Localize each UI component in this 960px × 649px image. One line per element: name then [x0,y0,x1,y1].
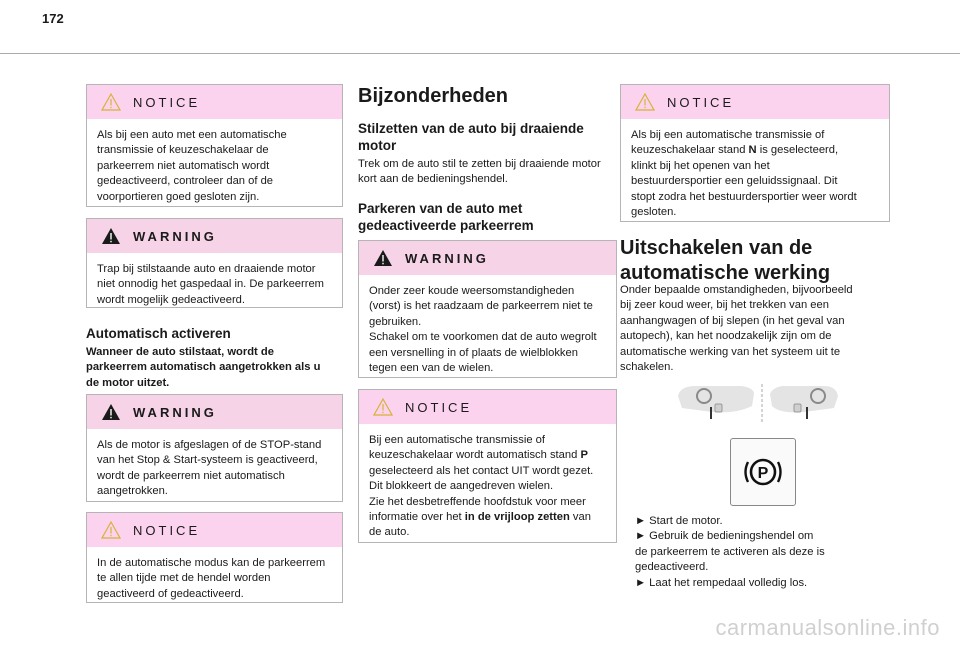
step-item: ► Gebruik de bedieningshendel om de parkeerrem te activeren als deze is gedeactiveerd. [635,530,825,574]
notice-text: In de automatische modus kan de parkeerrem te allen tijde met de hendel worden geactiveerd of gedeactiveerd. [97,557,326,600]
warning-triangle-icon [373,249,393,267]
notice-title: NOTICE [133,94,201,110]
notice-box-1 [86,84,343,207]
notice-triangle-icon [635,93,655,111]
notice-text-bold: in de vrijloop zetten [464,511,570,524]
uitschakelen-text: Onder bepaalde omstandigheden, bijvoorbeeld bij zeer koud weer, bij het trekken van een aanhangwagen of bij slepen (in het geval van autopech), kan het noodzakelijk zijn om de automatische werking van het systeem uit te schakelen. [620,284,853,374]
step-item: ► Start de motor. [635,515,723,527]
section-title-uitschakelen: Uitschakelen van de automatische werking [620,237,831,284]
notice-text: Als bij een auto met een automatische transmissie of keuzeschakelaar de parkeerrem niet automatisch wordt gedeactiveerd, controleer dan of de voorportieren goed gesloten zijn. [97,129,287,203]
warning-box-3 [358,240,617,378]
notice-text-bold-n: N [748,144,757,157]
notice-header [359,390,616,424]
warning-box-1 [86,218,343,308]
notice-header [87,513,342,547]
svg-text:P: P [757,465,769,482]
notice-text-bold-p: P [580,449,588,462]
notice-triangle-icon [101,521,121,539]
warning-text: Als de motor is afgeslagen of de STOP-stand van het Stop & Start-systeem is geactiveerd, wordt de parkeerrem niet automatisch aangetrokken. [97,439,322,498]
step-item: ► Laat het rempedaal volledig los. [635,576,808,589]
notice-title: NOTICE [133,522,201,538]
warning-header [87,395,342,429]
notice-text-part: is geselecteerd, klinkt bij het openen van het bestuurdersportier een geluidssignaal. Dit stopt zodra het bestuurdersportier weer wordt gesloten. [631,144,857,219]
notice-header [87,85,342,119]
warning-header [87,219,342,253]
notice-header [621,85,889,119]
notice-box-3 [358,389,617,543]
steering-wheel-illustration [676,380,840,424]
notice-text-part: geselecteerd als het contact UIT wordt gezet. Dit blokkeert de aangedreven wielen. Zie het desbetreffende hoofdstuk voor meer informatie over het [369,464,594,524]
warning-triangle-icon [101,403,121,421]
warning-triangle-icon [101,227,121,245]
warning-title: WARNING [405,250,489,266]
warning-title: WARNING [133,404,217,420]
subsection-parkeren: Parkeren van de auto met gedeactiveerde parkeerrem [358,201,534,233]
notice-text-part: van de auto. [369,511,591,539]
warning-box-2 [86,394,343,502]
section-intro: Wanneer de auto stilstaat, wordt de parkeerrem automatisch aangetrokken als u de motor uitzet. [86,346,321,389]
notice-triangle-icon [373,398,393,416]
header-rule [0,53,960,54]
warning-text: Onder zeer koude weersomstandigheden (vorst) is het raadzaam de parkeerrem niet te gebruiken. Schakel om te voorkomen dat de auto wegrolt een versnelling in of plaats de wielblokken tegen een van de wielen. [369,285,597,375]
notice-box-2 [86,512,343,603]
section-title-bijzonderheden: Bijzonderheden [358,85,509,107]
notice-text [359,424,616,551]
subsection-stilzetten: Stilzetten van de auto bij draaiende motor [358,121,584,153]
notice-text-part: Als bij een automatische transmissie of keuzeschakelaar stand [631,129,825,157]
notice-triangle-icon [101,93,121,111]
warning-header [359,241,616,275]
notice-box-4 [620,84,890,222]
page-number: 172 [42,11,64,26]
warning-text: Trap bij stilstaande auto en draaiende motor niet onnodig het gaspedaal in. De parkeerrem wordt mogelijk gedeactiveerd. [97,263,325,306]
notice-title: NOTICE [405,399,473,415]
warning-title: WARNING [133,228,217,244]
parking-brake-icon [730,438,796,506]
notice-text [621,119,889,230]
steps-list [635,514,895,591]
subsection-stilzetten-text: Trek om de auto stil te zetten bij draaiende motor kort aan de bedieningshendel. [358,158,601,186]
notice-title: NOTICE [667,94,735,110]
watermark: carmanualsonline.info [715,615,940,640]
notice-text-part: Bij een automatische transmissie of keuzeschakelaar wordt automatisch stand [369,434,578,462]
section-heading-automatisch: Automatisch activeren [86,326,231,341]
